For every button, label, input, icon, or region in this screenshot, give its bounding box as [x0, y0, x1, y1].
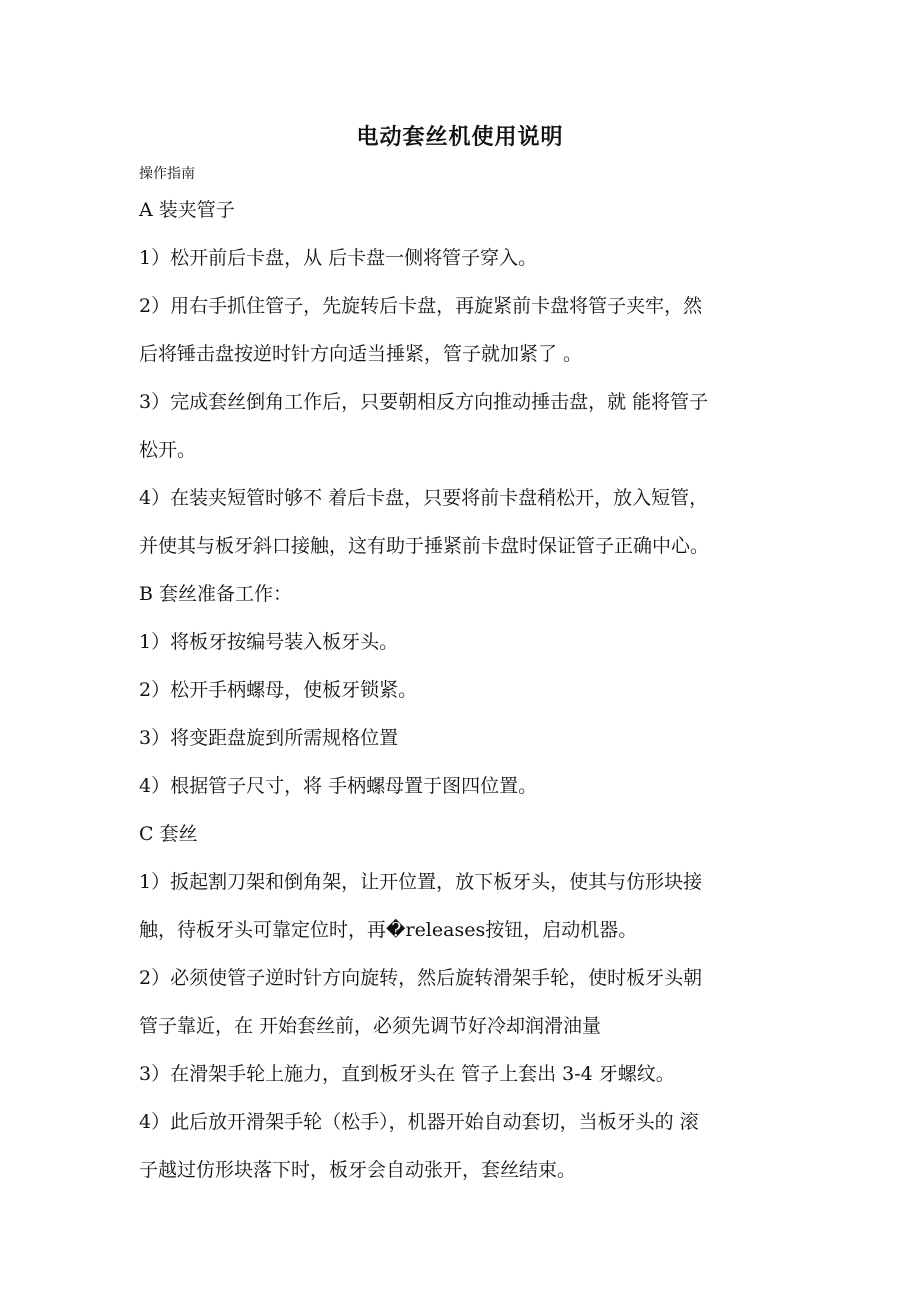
paragraph-line: 触，待板牙头可靠定位时，再�releases按钮，启动机器。: [139, 919, 638, 941]
paragraph-line: 管子靠近，在 开始套丝前，必须先调节好冷却润滑油量: [139, 1015, 602, 1037]
paragraph-line: 4）此后放开滑架手轮（松手），机器开始自动套切，当板牙头的 滚: [139, 1111, 699, 1133]
paragraph-line: 松开。: [139, 439, 197, 461]
section-heading-a: A 装夹管子: [139, 199, 235, 221]
paragraph-line: 后将锤击盘按逆时针方向适当捶紧，管子就加紧了 。: [139, 343, 583, 365]
section-heading-b: B 套丝准备工作：: [139, 583, 293, 605]
paragraph-line: 子越过仿形块落下时，板牙会自动张开，套丝结束。: [139, 1159, 577, 1181]
paragraph-line: 1）将板牙按编号装入板牙头。: [139, 631, 399, 653]
paragraph-line: 2）松开手柄螺母，使板牙锁紧。: [139, 679, 418, 701]
paragraph-line: 4）在装夹短管时够不 着后卡盘，只要将前卡盘稍松开，放入短管，: [139, 487, 709, 509]
paragraph-line: 2）用右手抓住管子，先旋转后卡盘，再旋紧前卡盘将管子夹牢，然: [139, 295, 703, 317]
paragraph-line: 3）将变距盘旋到所需规格位置: [139, 727, 399, 749]
paragraph-line: 3）在滑架手轮上施力，直到板牙头在 管子上套出 3-4 牙螺纹。: [139, 1063, 675, 1085]
paragraph-line: 1）扳起割刀架和倒角架，让开位置，放下板牙头，使其与仿形块接: [139, 871, 703, 893]
document-subtitle: 操作指南: [139, 166, 195, 182]
paragraph-line: 并使其与板牙斜口接触，这有助于捶紧前卡盘时保证管子正确中心。: [139, 535, 710, 557]
section-heading-c: C 套丝: [139, 823, 198, 845]
paragraph-line: 2）必须使管子逆时针方向旋转，然后旋转滑架手轮，使时板牙头朝: [139, 967, 703, 989]
paragraph-line: 4）根据管子尺寸，将 手柄螺母置于图四位置。: [139, 775, 538, 797]
document-title: 电动套丝机使用说明: [356, 125, 564, 150]
paragraph-line: 3）完成套丝倒角工作后，只要朝相反方向推动捶击盘，就 能将管子: [139, 391, 709, 413]
paragraph-line: 1）松开前后卡盘，从 后卡盘一侧将管子穿入。: [139, 247, 538, 269]
